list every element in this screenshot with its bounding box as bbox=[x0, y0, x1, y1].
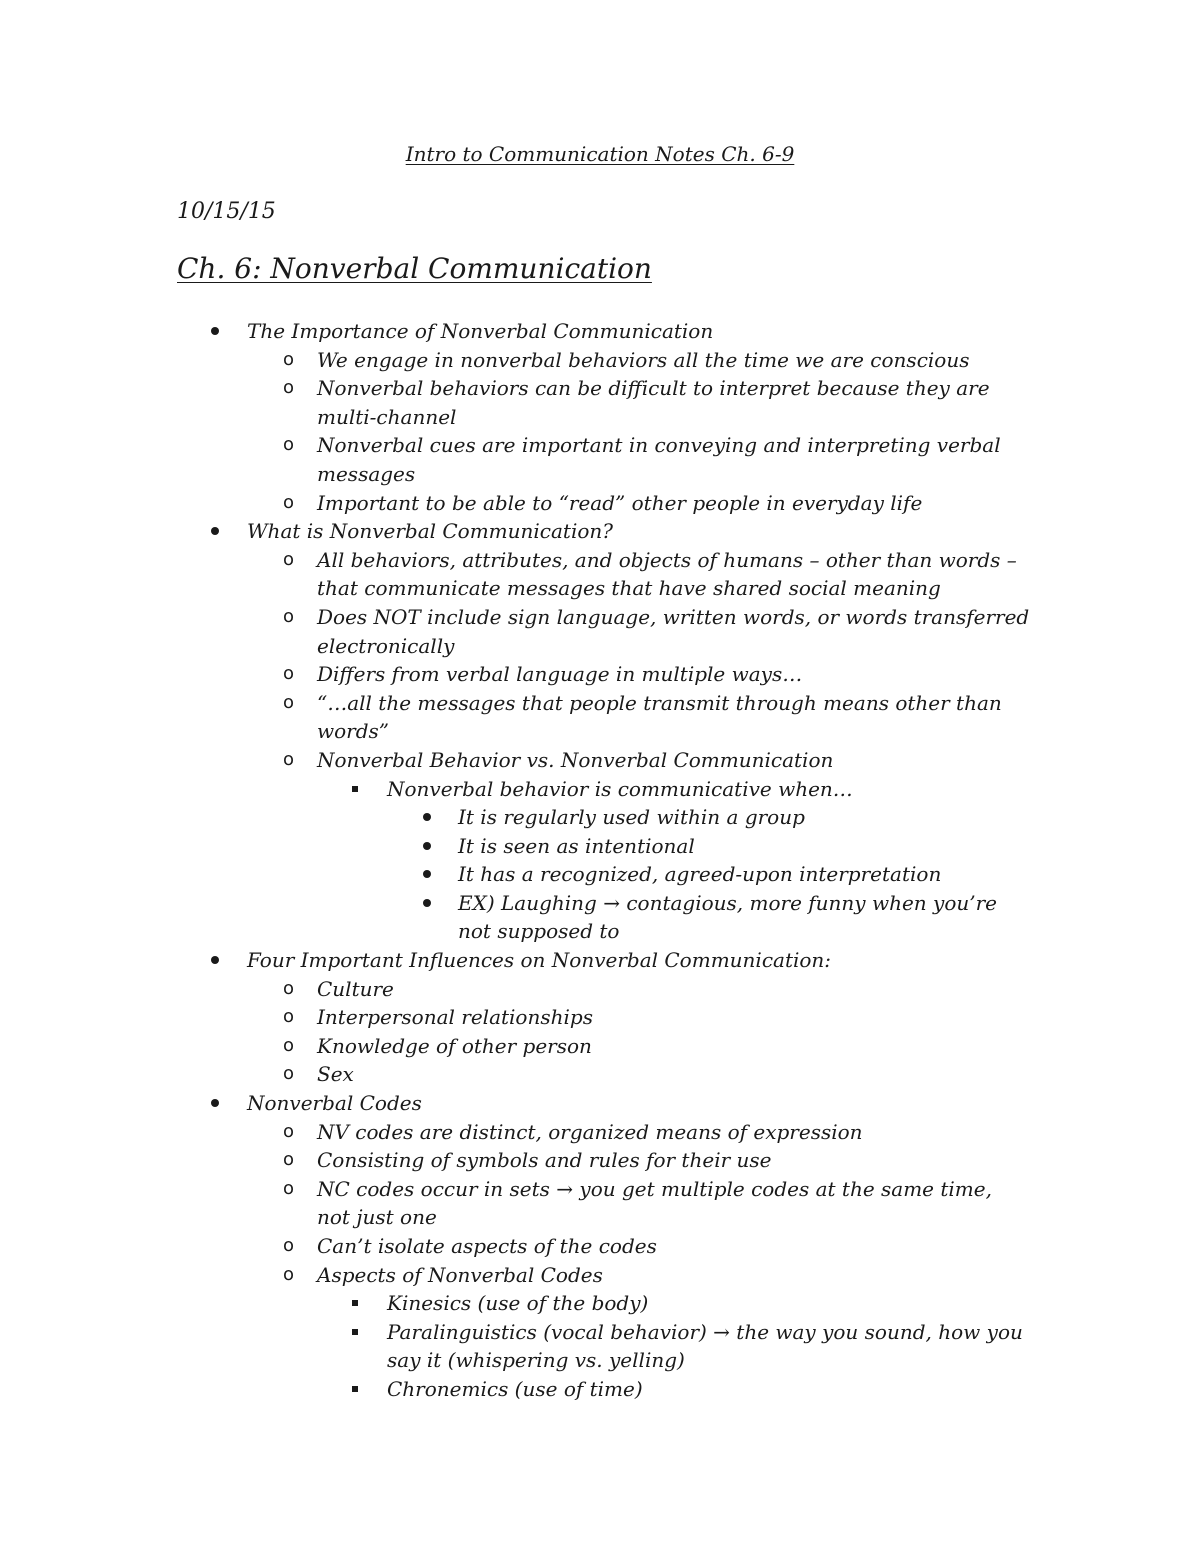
document-title: Intro to Communication Notes Ch. 6-9 bbox=[405, 142, 795, 166]
note-text: Important to be able to “read” other people in everyday life bbox=[317, 490, 923, 515]
note-text: “…all the messages that people transmit through means other than words” bbox=[317, 690, 1002, 744]
note-text: Paralinguistics (vocal behavior) → the way you sound, how you say it (whispering vs. yelling) bbox=[387, 1319, 1023, 1373]
note-date: 10/15/15 bbox=[177, 199, 276, 224]
hollow-bullet-icon: o bbox=[283, 548, 295, 570]
square-bullet-icon bbox=[352, 1318, 358, 1347]
note-text: It is seen as intentional bbox=[458, 833, 695, 858]
note-text: Nonverbal Behavior vs. Nonverbal Communication bbox=[317, 747, 834, 772]
filled-bullet-icon bbox=[211, 1089, 219, 1118]
square-bullet-icon bbox=[352, 1289, 358, 1318]
hollow-bullet-icon: o bbox=[283, 1235, 295, 1256]
note-text: Interpersonal relationships bbox=[317, 1005, 593, 1030]
hollow-bullet-icon: o bbox=[283, 491, 295, 513]
note-text: NV codes are distinct, organized means of expression bbox=[317, 1119, 863, 1144]
hollow-bullet-icon: o bbox=[283, 1263, 295, 1285]
filled-bullet-icon bbox=[211, 517, 219, 546]
hollow-bullet-icon: o bbox=[283, 977, 295, 999]
note-text: Nonverbal behaviors can be difficult to interpret because they are multi-channel bbox=[317, 376, 990, 429]
notes-list bbox=[0, 317, 1200, 1404]
note-text: Consisting of symbols and rules for their use bbox=[317, 1148, 772, 1173]
hollow-bullet-icon: o bbox=[283, 1177, 295, 1199]
note-text: Knowledge of other person bbox=[317, 1033, 592, 1058]
hollow-bullet-icon: o bbox=[283, 377, 295, 399]
note-text: The Importance of Nonverbal Communication bbox=[247, 319, 714, 343]
note-text: What is Nonverbal Communication? bbox=[247, 519, 614, 544]
note-text: Four Important Influences on Nonverbal Communication: bbox=[247, 948, 832, 973]
filled-bullet-icon bbox=[211, 946, 219, 975]
note-text: Differs from verbal language in multiple ways… bbox=[317, 662, 803, 687]
note-text: It is regularly used within a group bbox=[458, 805, 805, 830]
square-bullet-icon bbox=[352, 775, 358, 804]
square-bullet-icon bbox=[352, 1375, 358, 1404]
hollow-bullet-icon: o bbox=[283, 663, 295, 685]
note-text: NC codes occur in sets → you get multiple codes at the same time, not just one bbox=[317, 1176, 992, 1230]
note-text: Nonverbal Codes bbox=[247, 1091, 422, 1116]
note-text: Nonverbal cues are important in conveying and interpreting verbal messages bbox=[317, 433, 1001, 486]
hollow-bullet-icon: o bbox=[283, 748, 295, 770]
note-text: Chronemics (use of time) bbox=[387, 1376, 643, 1401]
note-text: Can’t isolate aspects of the codes bbox=[317, 1234, 657, 1258]
note-text: EX) Laughing → contagious, more funny when you’re not supposed to bbox=[458, 890, 998, 944]
filled-bullet-icon bbox=[423, 860, 431, 889]
hollow-bullet-icon: o bbox=[283, 434, 295, 456]
note-text: Sex bbox=[317, 1062, 354, 1087]
filled-bullet-icon bbox=[211, 317, 219, 346]
hollow-bullet-icon: o bbox=[283, 691, 295, 713]
filled-bullet-icon bbox=[423, 832, 431, 861]
filled-bullet-icon bbox=[423, 803, 431, 832]
note-text: Aspects of Nonverbal Codes bbox=[317, 1262, 603, 1287]
hollow-bullet-icon: o bbox=[283, 1063, 295, 1085]
hollow-bullet-icon: o bbox=[283, 605, 295, 627]
hollow-bullet-icon: o bbox=[283, 348, 295, 370]
filled-bullet-icon bbox=[423, 889, 431, 918]
hollow-bullet-icon: o bbox=[283, 1120, 295, 1142]
note-text: Does NOT include sign language, written words, or words transferred electronically bbox=[317, 604, 1030, 658]
note-text: Nonverbal behavior is communicative when… bbox=[387, 776, 853, 801]
hollow-bullet-icon: o bbox=[283, 1034, 295, 1056]
hollow-bullet-icon: o bbox=[283, 1149, 295, 1171]
note-text: Culture bbox=[317, 976, 394, 1001]
chapter-heading: Ch. 6: Nonverbal Communication bbox=[177, 252, 652, 285]
hollow-bullet-icon: o bbox=[283, 1006, 295, 1028]
note-text: We engage in nonverbal behaviors all the time we are conscious bbox=[317, 347, 970, 372]
note-text: It has a recognized, agreed-upon interpretation bbox=[458, 862, 942, 887]
note-text: Kinesics (use of the body) bbox=[387, 1291, 649, 1316]
note-text: All behaviors, attributes, and objects of humans – other than words – that communicate messages that have shared social meaning bbox=[317, 547, 1017, 601]
